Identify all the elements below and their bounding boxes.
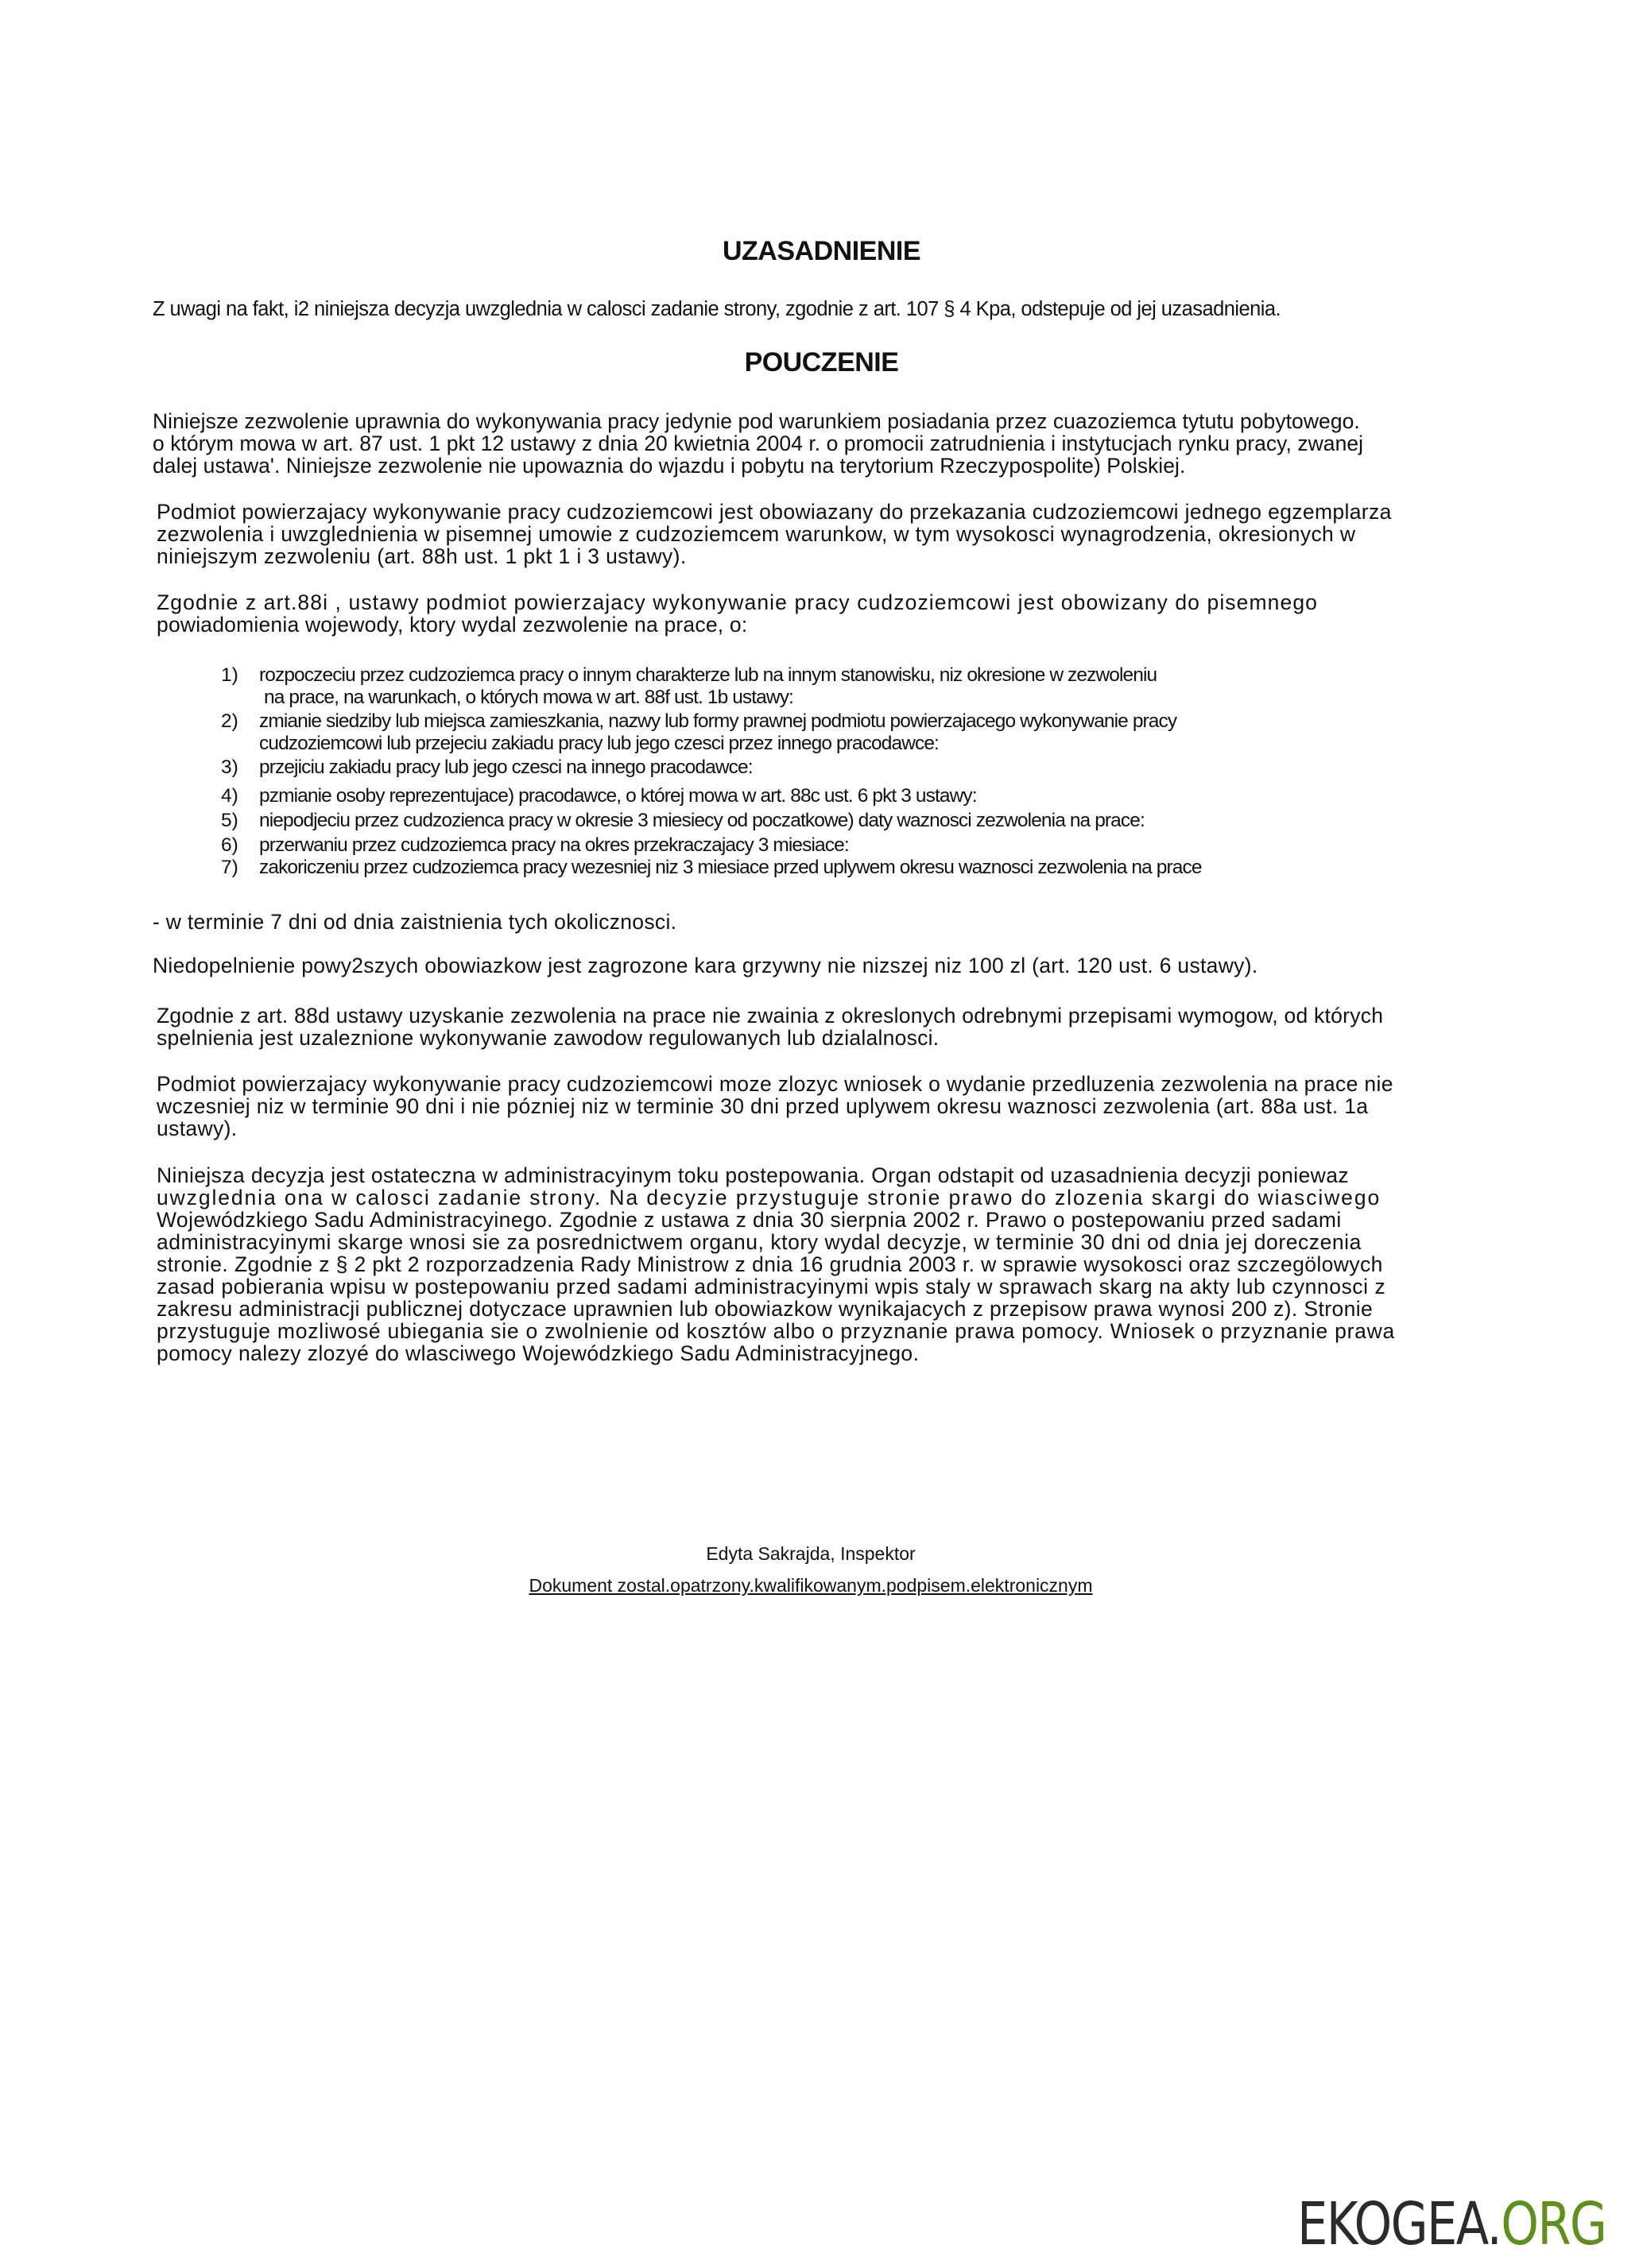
- list-line: przejiciu zakiadu pracy lub jego czesci na innego pracodawce:: [259, 757, 753, 778]
- paragraph-line: Niniejsze zezwolenie uprawnia do wykonywania pracy jedynie pod warunkiem posiadania przez cuazoziemca tytutu pobytowego.: [153, 409, 1360, 433]
- list-text: [221, 757, 1202, 779]
- paragraph-line: Podmiot powierzajacy wykonywanie pracy cudzoziemcowi jest obowiazany do przekazania cudzoziemcowi jednego egzemplarza: [157, 500, 1392, 524]
- list-line: przerwaniu przez cudzoziemca pracy na okres przekraczajacy 3 miesiace:: [259, 834, 849, 856]
- list-item: [221, 664, 1202, 710]
- electronic-signature-note: Dokument zostal.opatrzony.kwalifikowanym.podpisem.elektronicznym: [529, 1575, 1093, 1596]
- list-item: [221, 857, 1202, 880]
- paragraph-line: Zgodnie z art. 88d ustawy uzyskanie zezwolenia na prace nie zwainia z okreslonych odrebnymi przepisami wymogow, od których: [157, 1004, 1384, 1028]
- list-item: [221, 710, 1202, 757]
- pouczenie-heading: POUCZENIE: [744, 347, 899, 377]
- logo-text-org: ORG: [1501, 2190, 1606, 2258]
- paragraph-validity: [153, 410, 1363, 477]
- list-text: [221, 834, 1202, 857]
- paragraph-line: uwzglednia ona w calosci zadanie strony. Na decyzie przystuguje stronie prawo do zlozenia skargi do wiasciwego: [157, 1186, 1381, 1209]
- list-item: [221, 785, 1202, 810]
- logo-text-ekogea: EKOGEA.: [1297, 2190, 1502, 2258]
- list-number: 6): [221, 834, 238, 856]
- paragraph-line: ustawy).: [157, 1117, 238, 1140]
- notification-list: [221, 664, 1202, 880]
- uzasadnienie-text: Z uwagi na fakt, i2 niniejsza decyzja uwzglednia w calosci zadanie strony, zgodnie z art. 107 § 4 Kpa, odstepuje od jej uzasadnienia.: [153, 298, 1281, 320]
- list-line: rozpoczeciu przez cudzoziemca pracy o innym charakterze lub na innym stanowisku, niz okresione w zezwoleniu: [259, 664, 1157, 686]
- paragraph-line: Podmiot powierzajacy wykonywanie pracy cudzoziemcowi moze zlozyc wniosek o wydanie przedluzenia zezwolenia na prace nie: [157, 1072, 1393, 1096]
- list-item: [221, 757, 1202, 785]
- list-line: cudzoziemcowi lub przejeciu zakiadu pracy lub jego czesci przez innego pracodawce:: [259, 733, 939, 754]
- paragraph-line: stronie. Zgodnie z § 2 pkt 2 rozporzadzenia Rady Ministrow z dnia 16 grudnia 2003 r. w sprawie wysokosci oraz szczegölowych: [157, 1252, 1383, 1276]
- paragraph-line: powiadomienia wojewody, ktory wydal zezwolenie na prace, o:: [157, 613, 748, 637]
- list-text: [221, 810, 1202, 832]
- list-text: [221, 710, 1202, 755]
- list-line: na prace, na warunkach, o których mowa w art. 88f ust. 1b ustawy:: [264, 687, 793, 708]
- list-line: pzmianie osoby reprezentujace) pracodawce, o której mowa w art. 88c ust. 6 pkt 3 ustawy:: [259, 785, 977, 807]
- list-number: 5): [221, 810, 238, 831]
- paragraph-employer-obligation: [157, 501, 1392, 567]
- list-line: niepodjeciu przez cudzozienca pracy w okresie 3 miesiecy od poczatkowe) daty waznosci zezwolenia na prace:: [259, 810, 1145, 831]
- list-text: [221, 785, 1202, 807]
- list-number: 4): [221, 785, 238, 807]
- list-number: 2): [221, 710, 238, 732]
- uzasadnienie-heading: UZASADNIENIE: [722, 236, 921, 266]
- list-item: [221, 810, 1202, 834]
- paragraph-line: dalej ustawa'. Niniejsze zezwolenie nie upowaznia do wjazdu i pobytu na terytorium Rzeczypospolite) Polskiej.: [153, 454, 1186, 478]
- signature-name: Edyta Sakrajda, Inspektor: [706, 1543, 916, 1564]
- paragraph-line: administracyinymi skarge wnosi sie za posrednictwem organu, ktory wydal decyzje, w terminie 30 dni od dnia jej doreczenia: [157, 1230, 1362, 1254]
- list-number: 1): [221, 664, 238, 686]
- paragraph-line: zasad pobierania wpisu w postepowaniu przed sadami administracyinymi wpis staly w sprawach skarg na akty lub czynnosci z: [157, 1275, 1386, 1298]
- list-text: [221, 664, 1202, 709]
- list-text: [221, 857, 1202, 879]
- paragraph-line: Niniejsza decyzja jest ostateczna w administracyinym toku postepowania. Organ odstapit od uzasadnienia decyzji poniewaz: [157, 1163, 1349, 1187]
- list-number: 3): [221, 757, 238, 778]
- paragraph-regulated-professions: [157, 1004, 1383, 1049]
- paragraph-line: przystuguje mozliwosé ubiegania sie o zwolnienie od kosztów albo o przyznanie prawa pomocy. Wniosek o przyznanie prawa: [157, 1319, 1396, 1343]
- list-line: zakoriczeniu przez cudzoziemca pracy wezesniej niz 3 miesiace przed uplywem okresu waznosci zezwolenia na prace: [259, 857, 1202, 878]
- paragraph-line: Zgodnie z art.88i , ustawy podmiot powierzajacy wykonywanie pracy cudzoziemcowi jest obowizany do pisemnego: [157, 590, 1319, 614]
- paragraph-line: wczesniej niz w terminie 90 dni i nie pózniej niz w terminie 30 dni przed uplywem okresu waznosci zezwolenia (art. 88a ust. 1a: [157, 1094, 1369, 1118]
- paragraph-appeal: [157, 1164, 1395, 1364]
- list-number: 7): [221, 857, 238, 878]
- paragraph-penalty: Niedopelnienie powy2szych obowiazkow jest zagrozone kara grzywny nie nizszej niz 100 zl (art. 120 ust. 6 ustawy).: [153, 954, 1258, 977]
- paragraph-line: spelnienia jest uzaleznione wykonywanie zawodow regulowanych lub dzialalnosci.: [157, 1026, 940, 1050]
- paragraph-extension: [157, 1073, 1393, 1140]
- paragraph-deadline: - w terminie 7 dni od dnia zaistnienia tych okolicznosci.: [153, 910, 677, 934]
- paragraph-line: o którym mowa w art. 87 ust. 1 pkt 12 ustawy z dnia 20 kwietnia 2004 r. o promocii zatrudnienia i instytucjach rynku pracy, zwanej: [153, 432, 1364, 455]
- list-line: zmianie siedziby lub miejsca zamieszkania, nazwy lub formy prawnej podmiotu powierzajacego wykonywanie pracy: [259, 710, 1177, 732]
- ekogea-watermark-logo: [1297, 2190, 1606, 2258]
- paragraph-notification-duty: [157, 591, 1318, 636]
- paragraph-line: zezwolenia i uwzglednienia w pisemnej umowie z cudzoziemcem warunkow, w tym wysokosci wynagrodzenia, okresionych w: [157, 522, 1356, 546]
- list-item: [221, 834, 1202, 857]
- paragraph-line: pomocy nalezy zlozyé do wlasciwego Wojewódzkiego Sadu Administracyjnego.: [157, 1341, 920, 1365]
- paragraph-line: niniejszym zezwoleniu (art. 88h ust. 1 pkt 1 i 3 ustawy).: [157, 544, 687, 568]
- paragraph-line: zakresu administracji publicznej dotyczace uprawnien lub obowiazkow wynikajacych z przepisow prawa wynosi 200 z). Stronie: [157, 1297, 1374, 1321]
- paragraph-line: Wojewódzkiego Sadu Administracyinego. Zgodnie z ustawa z dnia 30 sierpnia 2002 r. Prawo o postepowaniu przed sadami: [157, 1208, 1342, 1232]
